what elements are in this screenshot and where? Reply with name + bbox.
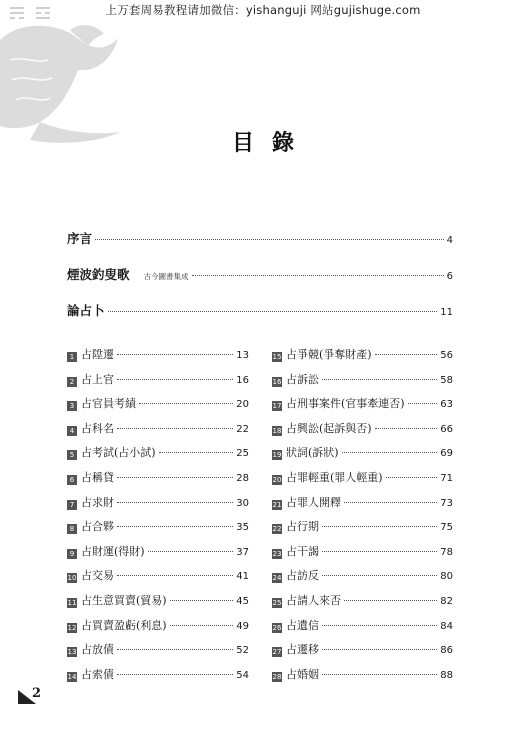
dot-leader	[117, 477, 233, 478]
dot-leader	[322, 551, 437, 552]
toc-page-number: 6	[446, 271, 453, 282]
toc-page-number: 71	[440, 472, 453, 484]
toc-page-number: 88	[440, 669, 453, 681]
toc-item[interactable]	[272, 420, 453, 445]
item-number-badge: 14	[67, 672, 77, 681]
toc-page-number: 35	[236, 522, 249, 534]
dot-leader	[117, 379, 233, 380]
toc-item-title: 占生意買賣(貿易)	[81, 593, 167, 607]
toc-item[interactable]	[272, 617, 453, 642]
toc-item[interactable]	[67, 494, 249, 519]
dot-leader	[322, 575, 437, 576]
toc-item[interactable]	[67, 518, 249, 543]
item-number-badge: 9	[67, 549, 77, 559]
item-number-badge: 11	[67, 598, 77, 607]
toc-page-number: 22	[236, 423, 249, 435]
dot-leader	[117, 649, 233, 650]
dot-leader	[322, 649, 437, 650]
toc-item-title: 占訪反	[286, 569, 319, 583]
item-number-badge: 20	[272, 475, 282, 484]
toc-page-number: 78	[440, 546, 453, 558]
toc-item[interactable]	[272, 494, 453, 519]
toc-page-number: 28	[236, 472, 249, 484]
toc-entry-title: 序言	[67, 231, 93, 246]
item-number-badge: 22	[272, 525, 282, 534]
dot-leader	[95, 239, 444, 240]
toc-page-number: 25	[236, 448, 249, 460]
item-number-badge: 2	[67, 377, 77, 387]
dot-leader	[342, 452, 438, 453]
toc-item[interactable]	[272, 444, 453, 469]
item-number-badge: 16	[272, 377, 282, 386]
toc-item-title: 占興訟(起訴與否)	[286, 421, 372, 435]
item-number-badge: 6	[67, 475, 77, 485]
toc-page-number: 82	[440, 595, 453, 607]
item-number-badge: 10	[67, 574, 77, 583]
toc-page-number: 11	[440, 307, 453, 318]
item-number-badge: 7	[67, 500, 77, 510]
dot-leader	[344, 600, 437, 601]
toc-entry-title: 論占卜	[67, 303, 105, 318]
toc-page-number: 30	[236, 497, 249, 509]
toc-item-title: 占婚姻	[286, 667, 319, 681]
dot-leader	[408, 403, 438, 404]
toc-item-title: 占求財	[81, 495, 114, 509]
dot-leader	[375, 354, 438, 355]
item-number-badge: 8	[67, 524, 77, 534]
toc-item[interactable]	[272, 395, 453, 420]
toc-page-number: 86	[440, 645, 453, 657]
item-number-badge: 26	[272, 623, 282, 632]
toc-item-title: 占罪輕重(罪人輕重)	[286, 470, 383, 484]
item-number-badge: 21	[272, 500, 282, 509]
page-number	[18, 686, 48, 710]
toc-item-title: 占陞遷	[81, 348, 114, 361]
toc-page-number: 80	[440, 571, 453, 583]
toc-entry-note: 古今圖書集成	[143, 272, 189, 281]
item-number-badge: 19	[272, 451, 282, 460]
toc-item-title: 占合夥	[81, 520, 114, 534]
item-number-badge: 1	[67, 352, 77, 362]
toc-item[interactable]	[67, 469, 249, 494]
dot-leader	[117, 575, 233, 576]
toc-item-title: 占爭競(爭奪財產)	[286, 348, 372, 361]
toc-major-entry[interactable]	[67, 301, 453, 319]
item-number-badge: 13	[67, 648, 77, 657]
toc-item[interactable]	[67, 371, 249, 396]
toc-page-number: 45	[236, 595, 249, 607]
dot-leader	[148, 551, 234, 552]
toc-page-number: 37	[236, 546, 249, 558]
toc-item-title: 占刑事案件(官事牽連否)	[286, 397, 405, 411]
toc-item-title: 占罪人開釋	[286, 495, 341, 509]
dot-leader	[386, 477, 438, 478]
toc-page-number: 75	[440, 522, 453, 534]
toc-page-number: 41	[236, 571, 249, 583]
item-number-badge: 24	[272, 574, 282, 583]
toc-item[interactable]	[67, 444, 249, 469]
dot-leader	[117, 354, 233, 355]
dot-leader	[322, 379, 437, 380]
toc-item-title: 占考試(占小試)	[81, 446, 156, 460]
toc-item[interactable]	[272, 641, 453, 666]
toc-item-title: 占訴訟	[286, 372, 319, 386]
toc-item[interactable]	[272, 567, 453, 592]
dot-leader	[139, 403, 233, 404]
item-number-badge: 27	[272, 648, 282, 657]
toc-item-title: 占交易	[81, 569, 114, 583]
toc-item[interactable]	[67, 420, 249, 445]
item-number-badge: 12	[67, 623, 77, 632]
toc-item-title: 狀詞(訴狀)	[286, 446, 339, 460]
toc-page-number: 54	[236, 669, 249, 681]
toc-page-number: 63	[440, 399, 453, 411]
toc-item-title: 占放債	[81, 643, 114, 657]
toc-item-title: 占買賣盈虧(利息)	[81, 618, 167, 632]
dot-leader	[170, 625, 234, 626]
toc-page-number: 73	[440, 497, 453, 509]
toc-page-number: 20	[236, 399, 249, 411]
dot-leader	[108, 311, 438, 312]
item-number-badge: 4	[67, 426, 77, 436]
dot-leader	[117, 674, 233, 675]
toc-item[interactable]	[272, 518, 453, 543]
toc-item[interactable]	[272, 469, 453, 494]
toc-major-entry[interactable]	[67, 265, 453, 283]
dot-leader	[322, 526, 437, 527]
toc-item-title: 占索債	[81, 667, 114, 681]
toc-item-title: 占行期	[286, 520, 319, 534]
toc-item[interactable]	[67, 592, 249, 617]
toc-item-title: 占遺信	[286, 618, 319, 632]
toc-item[interactable]	[67, 641, 249, 666]
watermark-text: 上万套周易教程请加微信：yishanguji 网站gujishuge.com	[105, 3, 421, 17]
toc-item[interactable]	[272, 543, 453, 568]
toc-page-number: 66	[440, 423, 453, 435]
toc-item-title: 占干謁	[286, 544, 319, 558]
dot-leader	[117, 526, 233, 527]
dot-leader	[375, 428, 438, 429]
dot-leader	[322, 674, 437, 675]
toc-item-title: 占遷移	[286, 643, 319, 657]
toc-item-title: 占官員考績	[81, 397, 136, 411]
toc-item-title: 占稱貸	[81, 470, 114, 484]
toc-page-number: 13	[236, 350, 249, 361]
toc-item-title: 占上官	[81, 372, 114, 386]
toc-item[interactable]	[67, 395, 249, 420]
item-number-badge: 15	[272, 353, 282, 361]
dot-leader	[117, 502, 233, 503]
toc-page-number: 84	[440, 620, 453, 632]
toc-item[interactable]	[67, 567, 249, 592]
item-number-badge: 23	[272, 549, 282, 558]
toc-major-entry[interactable]	[67, 229, 453, 247]
dot-leader	[170, 600, 234, 601]
dot-leader	[344, 502, 437, 503]
toc-item[interactable]	[67, 346, 249, 371]
toc-item-title: 占科名	[81, 421, 114, 435]
dot-leader	[192, 275, 444, 276]
toc-item[interactable]	[67, 617, 249, 642]
item-number-badge: 5	[67, 450, 77, 460]
toc-item-title: 占請人來否	[286, 593, 341, 607]
toc-page-number: 49	[236, 620, 249, 632]
toc-column-left	[67, 346, 249, 690]
toc-page-number: 69	[440, 448, 453, 460]
item-number-badge: 25	[272, 598, 282, 607]
item-number-badge: 18	[272, 426, 282, 435]
toc-item[interactable]	[272, 371, 453, 396]
toc-item[interactable]	[67, 666, 249, 691]
page-number-text: 2	[32, 686, 42, 701]
item-number-badge: 3	[67, 401, 77, 411]
item-number-badge: 28	[272, 672, 282, 681]
dot-leader	[322, 625, 437, 626]
toc-item[interactable]	[67, 543, 249, 568]
dot-leader	[117, 428, 233, 429]
toc-page-number: 56	[440, 350, 453, 361]
dot-leader	[159, 452, 234, 453]
toc-entry-title: 煙波釣叟歌	[67, 267, 130, 282]
toc-item-title: 占財運(得財)	[81, 544, 145, 558]
toc-page-number: 16	[236, 374, 249, 386]
page-title: 目錄	[231, 130, 312, 156]
item-number-badge: 17	[272, 402, 282, 411]
toc-page-number: 58	[440, 374, 453, 386]
toc-item[interactable]	[272, 346, 453, 371]
toc-item[interactable]	[272, 666, 453, 691]
toc-page-number: 4	[446, 235, 453, 246]
toc-item[interactable]	[272, 592, 453, 617]
toc-page-number: 52	[236, 645, 249, 657]
toc-column-right	[272, 346, 453, 690]
